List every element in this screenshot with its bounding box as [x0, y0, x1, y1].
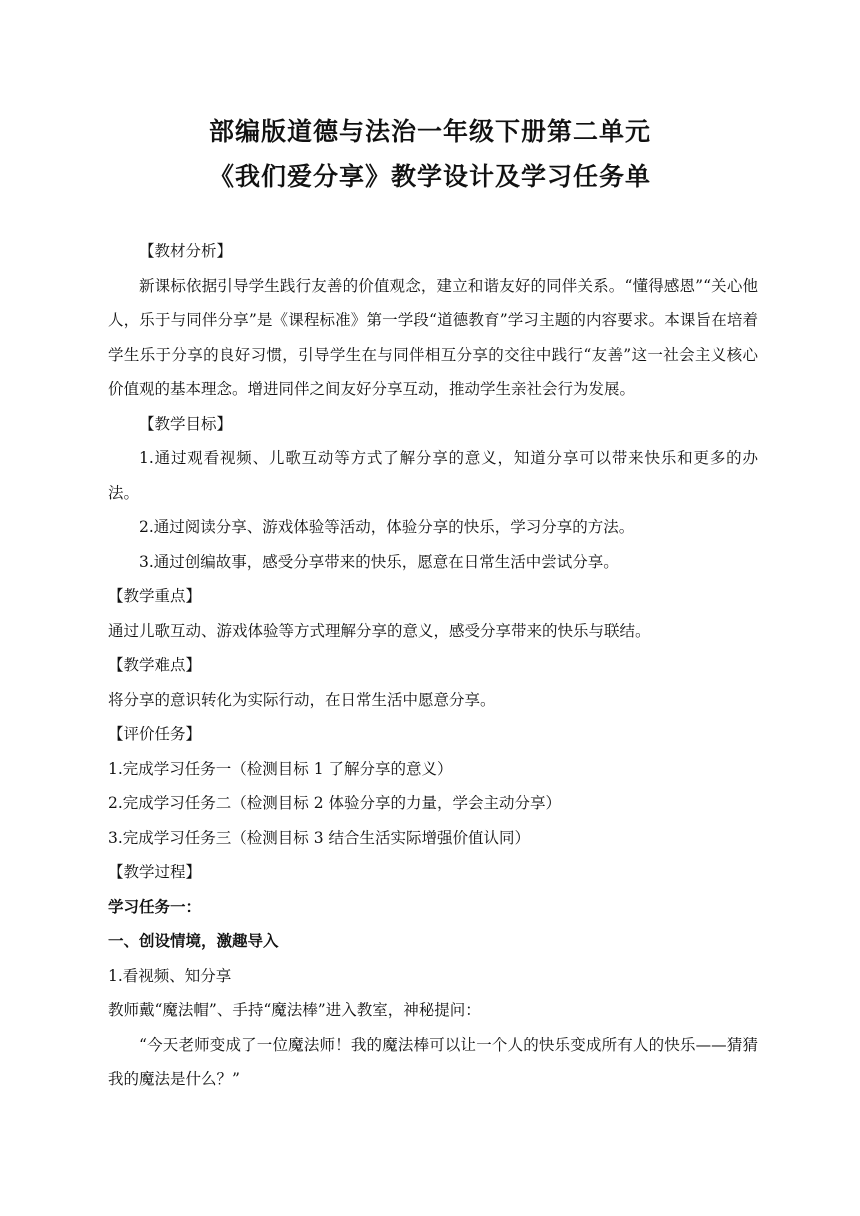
- section-heading-evaluation: 【评价任务】: [108, 725, 202, 743]
- evaluation-item-3: 3.完成学习任务三（检测目标 3 结合生活实际增强价值认同）: [108, 828, 531, 847]
- document-body: [108, 234, 758, 1097]
- goal-item-2: 2.通过阅读分享、游戏体验等活动，体验分享的快乐，学习分享的方法。: [139, 518, 635, 536]
- section-heading-key-points: 【教学重点】: [108, 587, 202, 605]
- goal-item-3: 3.通过创编故事，感受分享带来的快乐，愿意在日常生活中尝试分享。: [139, 552, 619, 571]
- task1-heading: 学习任务一：: [108, 896, 202, 916]
- evaluation-item-1: 1.完成学习任务一（检测目标 1 了解分享的意义）: [108, 759, 453, 778]
- document-title-line2: 《我们爱分享》教学设计及学习任务单: [208, 162, 651, 191]
- section-heading-difficulty: 【教学难点】: [108, 656, 202, 674]
- key-points-text: 通过儿歌互动、游戏体验等方式理解分享的意义，感受分享带来的快乐与联结。: [108, 621, 651, 640]
- narration-text: 教师戴“魔法帽”、手持“魔法棒”进入教室，神秘提问：: [108, 1001, 481, 1019]
- document-title-line1: 部编版道德与法治一年级下册第二单元: [208, 117, 651, 146]
- step-1-heading: 1.看视频、知分享: [108, 966, 232, 985]
- section-heading-analysis: 【教材分析】: [139, 242, 233, 260]
- teacher-quote: “今天老师变成了一位魔法师！我的魔法棒可以让一个人的快乐变成所有人的快乐——猜猜我的魔法是什么？”: [108, 1035, 758, 1088]
- difficulty-text: 将分享的意识转化为实际行动，在日常生活中愿意分享。: [108, 690, 496, 709]
- analysis-paragraph: 新课标依据引导学生践行友善的价值观念，建立和谐友好的同伴关系。“懂得感恩”“关心他人，乐于与同伴分享”是《课程标准》第一学段“道德教育”学习主题的内容要求。本课旨在培着学生乐于分享的良好习惯，引导学生在与同伴相互分享的交往中践行“友善”这一社会主义核心价值观的基本理念。增进同伴之间友好分享互动，推动学生亲社会行为发展。: [108, 276, 758, 398]
- goal-item-1: 1.通过观看视频、儿歌互动等方式了解分享的意义，知道分享可以带来快乐和更多的办法。: [108, 449, 758, 502]
- section-heading-goals: 【教学目标】: [139, 414, 233, 433]
- evaluation-item-2: 2.完成学习任务二（检测目标 2 体验分享的力量，学会主动分享）: [108, 794, 562, 812]
- part1-heading: 一、创设情境，激趣导入: [108, 931, 279, 950]
- section-heading-process: 【教学过程】: [108, 863, 202, 881]
